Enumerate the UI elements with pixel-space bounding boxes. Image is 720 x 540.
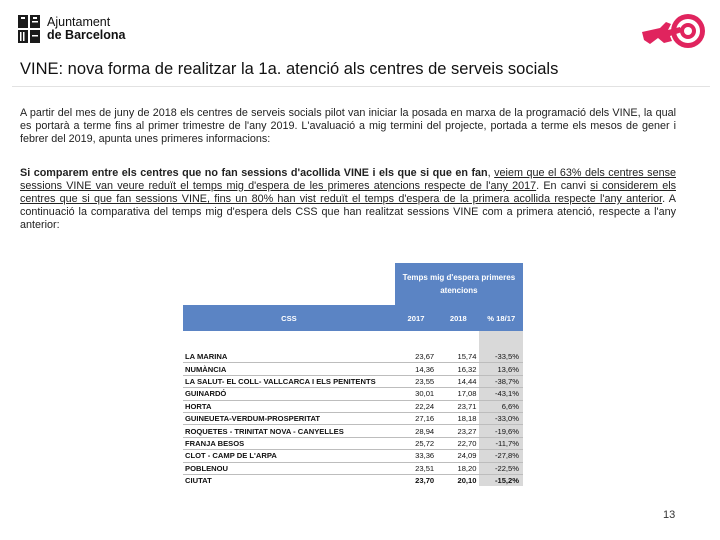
table-row (183, 425, 523, 437)
row-pct: -11,7% (479, 437, 523, 449)
row-2018: 18,18 (437, 412, 479, 424)
findings-sep1: , (487, 167, 495, 179)
page-number: 13 (663, 509, 676, 521)
row-2018: 23,27 (437, 425, 479, 437)
table-row (183, 437, 523, 449)
total-2017: 23,70 (415, 476, 435, 486)
ajuntament-logo (17, 15, 126, 43)
table-header-2017: 2017 (395, 305, 437, 331)
logo-line1: Ajuntament (47, 15, 111, 29)
findings-underline2: si considerem els centres que si que fan sessions VINE, fins un 80% han vist reduït el temps d'espera de la primera acollida respecte l'any anterior (20, 180, 676, 205)
table-row (183, 351, 523, 363)
row-2018: 18,20 (437, 462, 479, 474)
total-name: CIUTAT (185, 476, 212, 486)
title-divider (12, 86, 710, 87)
total-pct: -15,2% (479, 474, 523, 486)
row-2017: 14,36 (395, 363, 437, 375)
row-name: LA MARINA (183, 351, 395, 363)
total-2018: 20,10 (457, 476, 477, 486)
row-name: ROQUETES - TRINITAT NOVA - CANYELLES (183, 425, 395, 437)
row-pct: -33,0% (479, 412, 523, 424)
row-name: CLOT - CAMP DE L'ARPA (183, 450, 395, 462)
intro-paragraph: A partir del mes de juny de 2018 els centres de serveis socials pilot van iniciar la posada en marxa de la programació dels VINE, la qual es portarà a terme fins al primer trimestre de l'any 2019. L'avaluació a mig termini del projecte, portada a terme els mesos de gener i febrer del 2019, apunta unes primeres informacions: (20, 107, 676, 145)
row-2017: 25,72 (395, 437, 437, 449)
row-2017: 30,01 (395, 388, 437, 400)
row-2018: 22,70 (437, 437, 479, 449)
hand-target-icon (638, 10, 708, 56)
table-header-2018: 2018 (437, 305, 479, 331)
row-2017: 28,94 (395, 425, 437, 437)
row-2017: 23,67 (395, 351, 437, 363)
row-2017: 23,51 (395, 462, 437, 474)
row-name: LA SALUT- EL COLL- VALLCARCA I ELS PENITENTS (183, 375, 395, 387)
page-title: VINE: nova forma de realitzar la 1a. atenció als centres de serveis socials (20, 60, 559, 78)
table-header-pct: % 18/17 (479, 305, 523, 331)
row-2018: 15,74 (437, 351, 479, 363)
row-pct: -22,5% (479, 462, 523, 474)
row-pct: -27,8% (479, 450, 523, 462)
findings-underline1: veiem que el 63% dels centres sense sessions VINE van veure reduït el temps mig d'espera de les primeres atencions respecte de l'any 2017 (20, 167, 676, 192)
row-pct: 13,6% (479, 363, 523, 375)
row-pct: -33,5% (479, 351, 523, 363)
row-name: NUMÀNCIA (183, 363, 395, 375)
table-row (183, 375, 523, 387)
row-2018: 14,44 (437, 375, 479, 387)
row-pct: -19,6% (479, 425, 523, 437)
row-name: POBLENOU (183, 462, 395, 474)
table-row (183, 363, 523, 375)
findings-tail: . A continuació la comparativa del temps mig d'espera dels CSS que han realitzat sessions VINE com a primera atenció, respecte a l'any anterior: (20, 193, 677, 231)
row-name: GUINARDÓ (183, 388, 395, 400)
findings-sep2: . En canvi (536, 180, 591, 192)
table-group-header: Temps mig d'espera primeres atencions (395, 263, 523, 305)
row-2017: 22,24 (395, 400, 437, 412)
table-total-row (183, 474, 523, 486)
row-2018: 16,32 (437, 363, 479, 375)
row-pct: -43,1% (479, 388, 523, 400)
table-row (183, 450, 523, 462)
row-name: FRANJA BESOS (183, 437, 395, 449)
row-pct: 6,6% (479, 400, 523, 412)
table-row (183, 412, 523, 424)
row-2017: 33,36 (395, 450, 437, 462)
row-2017: 27,16 (395, 412, 437, 424)
table-header-css: CSS (183, 305, 395, 331)
row-name: HORTA (183, 400, 395, 412)
findings-paragraph (20, 167, 676, 232)
row-pct: -38,7% (479, 375, 523, 387)
row-2018: 24,09 (437, 450, 479, 462)
barcelona-shield-icon (17, 15, 41, 43)
row-2017: 23,55 (395, 375, 437, 387)
table-row (183, 462, 523, 474)
logo-line2: de Barcelona (47, 28, 126, 42)
row-name: GUINEUETA-VERDUM-PROSPERITAT (183, 412, 395, 424)
findings-lead: Si comparem entre els centres que no fan sessions d'acollida VINE i els que si que en fan (20, 167, 488, 179)
table-row (183, 388, 523, 400)
row-2018: 17,08 (437, 388, 479, 400)
table-row (183, 400, 523, 412)
row-2018: 23,71 (437, 400, 479, 412)
waiting-time-table (183, 263, 523, 486)
